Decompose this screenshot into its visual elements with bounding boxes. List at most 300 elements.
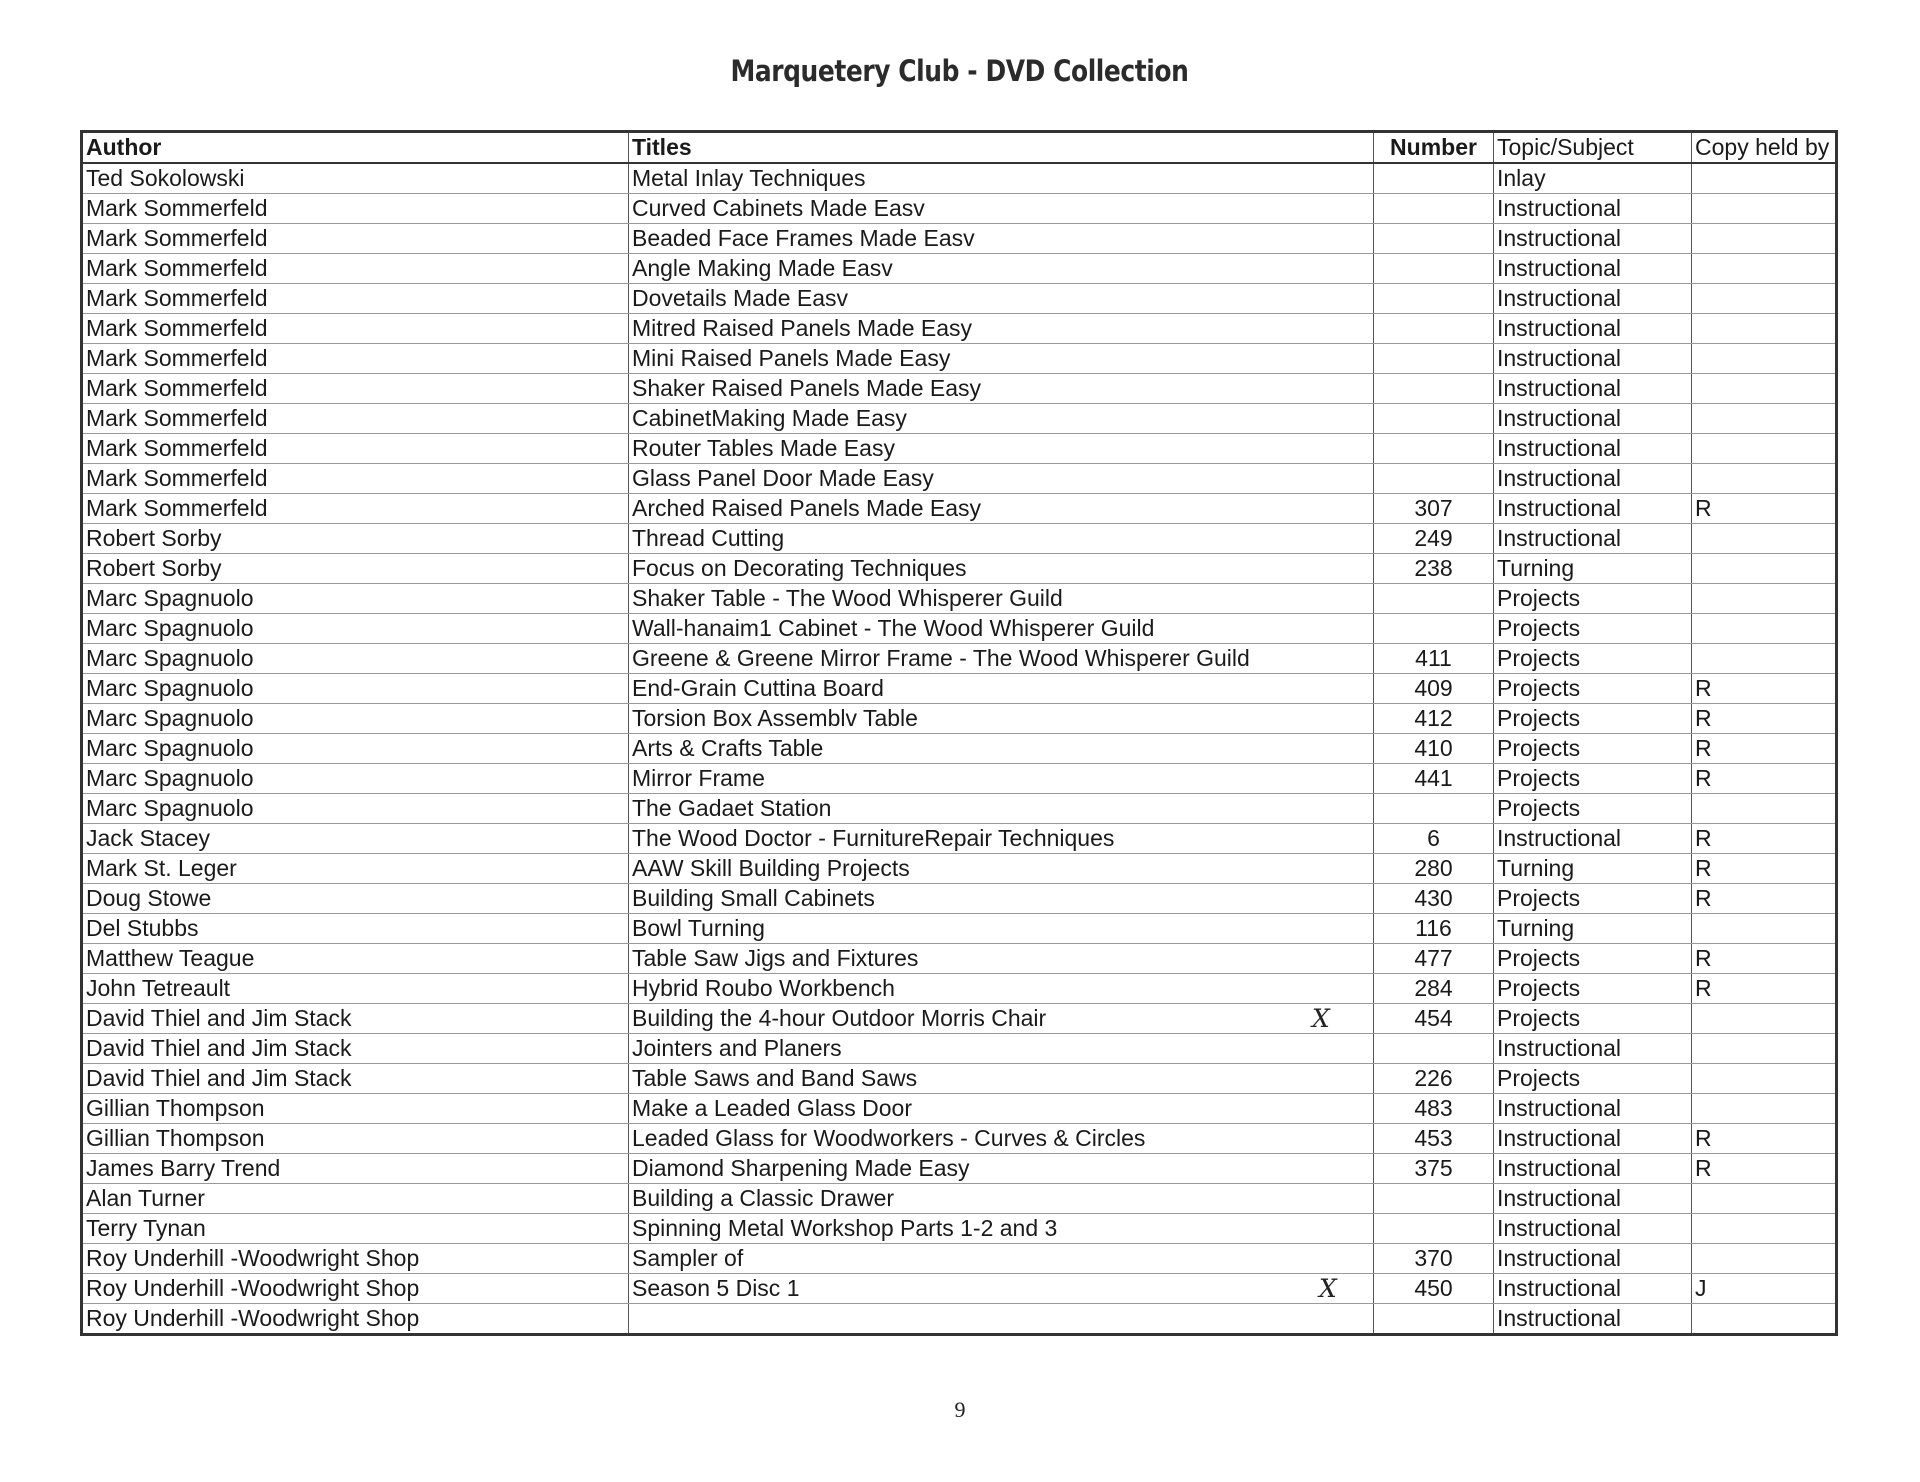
page-title: Marquetery Club - DVD Collection [730, 54, 1189, 88]
cell-topic [1494, 644, 1692, 674]
cell-copy-held-by [1692, 344, 1837, 374]
cell-copy-held-by [1692, 1064, 1837, 1094]
cell-title [629, 1004, 1374, 1034]
cell-number-text: 238 [1414, 555, 1453, 581]
cell-topic [1494, 974, 1692, 1004]
cell-copy-held-by-text: R [1695, 675, 1712, 701]
cell-topic [1494, 1034, 1692, 1064]
cell-number [1374, 584, 1494, 614]
cell-title-text: Glass Panel Door Made Easy [632, 465, 934, 491]
cell-number [1374, 794, 1494, 824]
cell-copy-held-by [1692, 1184, 1837, 1214]
cell-topic-text: Instructional [1497, 1215, 1622, 1241]
cell-title [629, 884, 1374, 914]
table-row [82, 824, 1837, 854]
column-header-copy-held-by: Copy held by [1692, 132, 1837, 164]
cell-title-text: Bowl Turning [632, 915, 765, 941]
cell-author [82, 764, 629, 794]
cell-title [629, 464, 1374, 494]
cell-author [82, 1274, 629, 1304]
cell-copy-held-by [1692, 434, 1837, 464]
cell-number [1374, 374, 1494, 404]
cell-number [1374, 914, 1494, 944]
cell-copy-held-by [1692, 734, 1837, 764]
cell-copy-held-by [1692, 224, 1837, 254]
cell-title [629, 254, 1374, 284]
cell-topic-text: Projects [1497, 585, 1581, 611]
cell-number [1374, 614, 1494, 644]
cell-topic-text: Projects [1497, 615, 1581, 641]
cell-title-text: Greene & Greene Mirror Frame - The Wood Whisperer Guild [632, 645, 1250, 671]
table-row [82, 1034, 1837, 1064]
cell-title [629, 584, 1374, 614]
cell-topic-text: Projects [1497, 1065, 1581, 1091]
cell-title-text: Leaded Glass for Woodworkers - Curves & Circles [632, 1125, 1146, 1151]
cell-author [82, 344, 629, 374]
cell-author-text: Matthew Teague [86, 945, 255, 971]
cell-topic-text: Instructional [1497, 1155, 1622, 1181]
cell-title-text: Mirror Frame [632, 765, 765, 791]
cell-author [82, 734, 629, 764]
cell-copy-held-by [1692, 1034, 1837, 1064]
cell-title [629, 1124, 1374, 1154]
cell-topic-text: Instructional [1497, 1125, 1622, 1151]
cell-copy-held-by [1692, 163, 1837, 194]
cell-copy-held-by [1692, 914, 1837, 944]
table-row [82, 764, 1837, 794]
cell-title-text: Mitred Raised Panels Made Easy [632, 315, 973, 341]
cell-title-text: Wall-hanaim1 Cabinet - The Wood Whisperer Guild [632, 615, 1155, 641]
cell-number [1374, 974, 1494, 1004]
cell-topic-text: Turning [1497, 555, 1575, 581]
table-row [82, 704, 1837, 734]
cell-topic-text: Instructional [1497, 405, 1622, 431]
cell-topic [1494, 254, 1692, 284]
cell-topic [1494, 1124, 1692, 1154]
cell-title-text: Hybrid Roubo Workbench [632, 975, 895, 1001]
cell-title-text: Router Tables Made Easy [632, 435, 895, 461]
cell-topic [1494, 584, 1692, 614]
cell-author [82, 1184, 629, 1214]
cell-author-text: Mark Sommerfeld [86, 195, 268, 221]
cell-number-text: 477 [1414, 945, 1453, 971]
cell-number-text: 441 [1414, 765, 1453, 791]
cell-title [629, 944, 1374, 974]
cell-title [629, 1094, 1374, 1124]
cell-author-text: Jack Stacey [86, 825, 210, 851]
cell-author [82, 794, 629, 824]
cell-copy-held-by-text: R [1695, 495, 1712, 521]
cell-author-text: Terry Tynan [86, 1215, 206, 1241]
cell-copy-held-by [1692, 1214, 1837, 1244]
cell-author [82, 494, 629, 524]
cell-topic-text: Instructional [1497, 465, 1622, 491]
cell-author-text: Marc Spagnuolo [86, 585, 254, 611]
cell-topic-text: Instructional [1497, 1185, 1622, 1211]
cell-author-text: Marc Spagnuolo [86, 795, 254, 821]
cell-title-text: Spinning Metal Workshop Parts 1-2 and 3 [632, 1215, 1058, 1241]
cell-topic [1494, 794, 1692, 824]
cell-topic-text: Instructional [1497, 225, 1622, 251]
cell-title [629, 674, 1374, 704]
table-row [82, 1304, 1837, 1335]
cell-number-text: 454 [1414, 1005, 1453, 1031]
cell-title-text: Dovetails Made Easv [632, 285, 849, 311]
cell-title [629, 194, 1374, 224]
cell-topic-text: Turning [1497, 855, 1575, 881]
cell-author-text: Ted Sokolowski [86, 165, 245, 191]
table-row [82, 884, 1837, 914]
cell-copy-held-by-text: J [1695, 1275, 1707, 1301]
cell-title [629, 1214, 1374, 1244]
cell-title [629, 374, 1374, 404]
cell-title [629, 554, 1374, 584]
cell-topic [1494, 824, 1692, 854]
cell-topic [1494, 1304, 1692, 1335]
cell-topic [1494, 524, 1692, 554]
cell-title [629, 314, 1374, 344]
column-header-topic: Topic/Subject [1494, 132, 1692, 164]
cell-author-text: Mark Sommerfeld [86, 375, 268, 401]
cell-title-text: Torsion Box Assemblv Table [632, 705, 918, 731]
cell-author-text: Marc Spagnuolo [86, 705, 254, 731]
cell-topic [1494, 914, 1692, 944]
table-row [82, 404, 1837, 434]
table-row [82, 284, 1837, 314]
cell-title [629, 854, 1374, 884]
cell-copy-held-by-text: R [1695, 945, 1712, 971]
cell-copy-held-by [1692, 314, 1837, 344]
cell-topic-text: Instructional [1497, 525, 1622, 551]
cell-copy-held-by-text: R [1695, 1155, 1712, 1181]
cell-author-text: Gillian Thompson [86, 1095, 265, 1121]
cell-number [1374, 1064, 1494, 1094]
cell-title-text: The Wood Doctor - FurnitureRepair Techniques [632, 825, 1115, 851]
cell-copy-held-by [1692, 1304, 1837, 1335]
table-row [82, 794, 1837, 824]
cell-author [82, 464, 629, 494]
cell-author-text: David Thiel and Jim Stack [86, 1065, 352, 1091]
cell-number [1374, 1304, 1494, 1335]
cell-copy-held-by [1692, 494, 1837, 524]
cell-author-text: David Thiel and Jim Stack [86, 1035, 352, 1061]
cell-title [629, 1064, 1374, 1094]
cell-author [82, 854, 629, 884]
cell-number-text: 307 [1414, 495, 1453, 521]
cell-author [82, 554, 629, 584]
cell-number [1374, 674, 1494, 704]
cell-author [82, 1064, 629, 1094]
cell-number [1374, 434, 1494, 464]
cell-topic-text: Projects [1497, 645, 1581, 671]
cell-author [82, 1304, 629, 1335]
table-row [82, 1244, 1837, 1274]
cell-author [82, 404, 629, 434]
cell-title [629, 974, 1374, 1004]
cell-copy-held-by-text: R [1695, 855, 1712, 881]
cell-title-text: Mini Raised Panels Made Easy [632, 345, 951, 371]
page-number: 9 [954, 1397, 966, 1422]
cell-number [1374, 1214, 1494, 1244]
cell-author-text: David Thiel and Jim Stack [86, 1005, 352, 1031]
cell-number [1374, 1184, 1494, 1214]
cell-copy-held-by [1692, 1244, 1837, 1274]
cell-number [1374, 163, 1494, 194]
cell-number [1374, 284, 1494, 314]
cell-author [82, 704, 629, 734]
table-row [82, 914, 1837, 944]
cell-topic-text: Instructional [1497, 345, 1622, 371]
cell-copy-held-by [1692, 1154, 1837, 1184]
cell-author-text: Mark Sommerfeld [86, 225, 268, 251]
cell-topic [1494, 494, 1692, 524]
cell-author [82, 1034, 629, 1064]
table-row [82, 1064, 1837, 1094]
cell-author [82, 224, 629, 254]
cell-topic-text: Instructional [1497, 1245, 1622, 1271]
table-row [82, 1274, 1837, 1304]
cell-title [629, 494, 1374, 524]
cell-topic [1494, 464, 1692, 494]
cell-title [629, 1154, 1374, 1184]
cell-title-text: Thread Cutting [632, 525, 785, 551]
cell-number [1374, 824, 1494, 854]
cell-number-text: 453 [1414, 1125, 1453, 1151]
table-row [82, 1094, 1837, 1124]
cell-topic [1494, 884, 1692, 914]
cell-topic [1494, 314, 1692, 344]
cell-author [82, 824, 629, 854]
cell-author [82, 194, 629, 224]
table-row [82, 464, 1837, 494]
cell-copy-held-by-text: R [1695, 975, 1712, 1001]
cell-copy-held-by [1692, 764, 1837, 794]
cell-number [1374, 344, 1494, 374]
cell-author [82, 1244, 629, 1274]
table-row [82, 674, 1837, 704]
cell-topic [1494, 734, 1692, 764]
cell-author-text: Robert Sorby [86, 555, 222, 581]
table-row [82, 434, 1837, 464]
cell-title [629, 224, 1374, 254]
cell-number-text: 280 [1414, 855, 1453, 881]
cell-topic [1494, 434, 1692, 464]
cell-copy-held-by [1692, 194, 1837, 224]
cell-topic-text: Instructional [1497, 495, 1622, 521]
cell-topic [1494, 1004, 1692, 1034]
cell-title [629, 644, 1374, 674]
cell-title [629, 1274, 1374, 1304]
cell-author-text: Roy Underhill -Woodwright Shop [86, 1245, 420, 1271]
cell-title-text: Building the 4-hour Outdoor Morris Chair [632, 1005, 1047, 1031]
cell-number-text: 375 [1414, 1155, 1453, 1181]
cell-author-text: John Tetreault [86, 975, 231, 1001]
cell-title-text: Beaded Face Frames Made Easv [632, 225, 975, 251]
cell-title-text: Diamond Sharpening Made Easy [632, 1155, 970, 1181]
cell-author-text: James Barry Trend [86, 1155, 281, 1181]
cell-author-text: Mark Sommerfeld [86, 285, 268, 311]
table-row [82, 1214, 1837, 1244]
cell-number [1374, 1034, 1494, 1064]
table-row [82, 974, 1837, 1004]
table-body [82, 163, 1837, 1335]
table-row [82, 854, 1837, 884]
cell-author-text: Mark St. Leger [86, 855, 237, 881]
cell-topic [1494, 1064, 1692, 1094]
cell-topic-text: Instructional [1497, 315, 1622, 341]
handwritten-check-mark: X [1319, 1274, 1337, 1303]
cell-author-text: Mark Sommerfeld [86, 405, 268, 431]
cell-number [1374, 194, 1494, 224]
cell-number [1374, 314, 1494, 344]
cell-author [82, 884, 629, 914]
cell-topic-text: Projects [1497, 945, 1581, 971]
cell-title-text: Building Small Cabinets [632, 885, 875, 911]
cell-topic [1494, 764, 1692, 794]
cell-copy-held-by [1692, 374, 1837, 404]
cell-topic-text: Projects [1497, 735, 1581, 761]
cell-title [629, 404, 1374, 434]
cell-title-text: Make a Leaded Glass Door [632, 1095, 912, 1121]
cell-number [1374, 644, 1494, 674]
cell-topic [1494, 1154, 1692, 1184]
cell-topic [1494, 944, 1692, 974]
cell-title [629, 764, 1374, 794]
cell-title-text: Table Saws and Band Saws [632, 1065, 918, 1091]
cell-author [82, 524, 629, 554]
cell-author [82, 434, 629, 464]
cell-title-text: AAW Skill Building Projects [632, 855, 910, 881]
cell-number [1374, 884, 1494, 914]
cell-author [82, 614, 629, 644]
cell-author-text: Mark Sommerfeld [86, 435, 268, 461]
cell-copy-held-by [1692, 884, 1837, 914]
cell-copy-held-by [1692, 254, 1837, 284]
cell-author [82, 674, 629, 704]
cell-topic-text: Inlay [1497, 165, 1546, 191]
cell-number-text: 284 [1414, 975, 1453, 1001]
cell-author-text: Alan Turner [86, 1185, 205, 1211]
cell-number [1374, 764, 1494, 794]
table-row [82, 494, 1837, 524]
table-row [82, 1004, 1837, 1034]
cell-title [629, 1244, 1374, 1274]
cell-topic [1494, 554, 1692, 584]
cell-title-text: Focus on Decorating Techniques [632, 555, 967, 581]
cell-title-text: Shaker Table - The Wood Whisperer Guild [632, 585, 1063, 611]
cell-copy-held-by [1692, 584, 1837, 614]
cell-author-text: Roy Underhill -Woodwright Shop [86, 1305, 420, 1331]
cell-title [629, 1304, 1374, 1335]
cell-author-text: Robert Sorby [86, 525, 222, 551]
cell-number [1374, 704, 1494, 734]
cell-copy-held-by [1692, 974, 1837, 1004]
cell-topic [1494, 854, 1692, 884]
cell-topic [1494, 1184, 1692, 1214]
cell-author-text: Mark Sommerfeld [86, 255, 268, 281]
table-row [82, 163, 1837, 194]
cell-topic-text: Instructional [1497, 255, 1622, 281]
cell-title [629, 704, 1374, 734]
cell-title [629, 434, 1374, 464]
cell-number [1374, 944, 1494, 974]
cell-topic-text: Instructional [1497, 195, 1622, 221]
cell-copy-held-by [1692, 1094, 1837, 1124]
cell-title-text: The Gadaet Station [632, 795, 832, 821]
cell-author [82, 644, 629, 674]
cell-author [82, 1214, 629, 1244]
cell-author [82, 314, 629, 344]
cell-title-text: Angle Making Made Easv [632, 255, 893, 281]
cell-topic [1494, 704, 1692, 734]
cell-number [1374, 1004, 1494, 1034]
cell-copy-held-by-text: R [1695, 735, 1712, 761]
cell-author [82, 254, 629, 284]
cell-title [629, 914, 1374, 944]
cell-author [82, 914, 629, 944]
cell-topic-text: Instructional [1497, 1275, 1622, 1301]
cell-author-text: Del Stubbs [86, 915, 199, 941]
cell-title-text: Shaker Raised Panels Made Easy [632, 375, 982, 401]
cell-topic-text: Instructional [1497, 825, 1622, 851]
cell-topic [1494, 1244, 1692, 1274]
cell-copy-held-by [1692, 704, 1837, 734]
cell-number-text: 249 [1414, 525, 1453, 551]
cell-topic-text: Projects [1497, 795, 1581, 821]
cell-number-text: 412 [1414, 705, 1453, 731]
cell-topic-text: Projects [1497, 975, 1581, 1001]
cell-number [1374, 1244, 1494, 1274]
table-row [82, 224, 1837, 254]
cell-copy-held-by-text: R [1695, 705, 1712, 731]
cell-title-text: Jointers and Planers [632, 1035, 842, 1061]
column-header-titles: Titles [629, 132, 1374, 164]
cell-topic [1494, 674, 1692, 704]
cell-topic-text: Projects [1497, 675, 1581, 701]
cell-copy-held-by [1692, 794, 1837, 824]
cell-topic [1494, 404, 1692, 434]
column-header-number: Number [1374, 132, 1494, 164]
cell-author [82, 163, 629, 194]
cell-author [82, 1004, 629, 1034]
cell-title [629, 614, 1374, 644]
cell-number [1374, 254, 1494, 284]
cell-title [629, 284, 1374, 314]
cell-author [82, 944, 629, 974]
cell-number-text: 409 [1414, 675, 1453, 701]
cell-author-text: Marc Spagnuolo [86, 645, 254, 671]
cell-number [1374, 1154, 1494, 1184]
cell-author-text: Marc Spagnuolo [86, 675, 254, 701]
cell-number [1374, 1274, 1494, 1304]
cell-number-text: 411 [1415, 645, 1452, 671]
cell-author [82, 374, 629, 404]
cell-topic [1494, 163, 1692, 194]
cell-topic-text: Instructional [1497, 1035, 1622, 1061]
cell-title [629, 344, 1374, 374]
table-row [82, 254, 1837, 284]
cell-number [1374, 1124, 1494, 1154]
table-row [82, 1154, 1837, 1184]
cell-copy-held-by [1692, 404, 1837, 434]
cell-number-text: 226 [1414, 1065, 1453, 1091]
cell-number [1374, 404, 1494, 434]
table-row [82, 614, 1837, 644]
cell-copy-held-by [1692, 464, 1837, 494]
cell-number [1374, 734, 1494, 764]
cell-number-text: 483 [1414, 1095, 1453, 1121]
cell-number [1374, 554, 1494, 584]
